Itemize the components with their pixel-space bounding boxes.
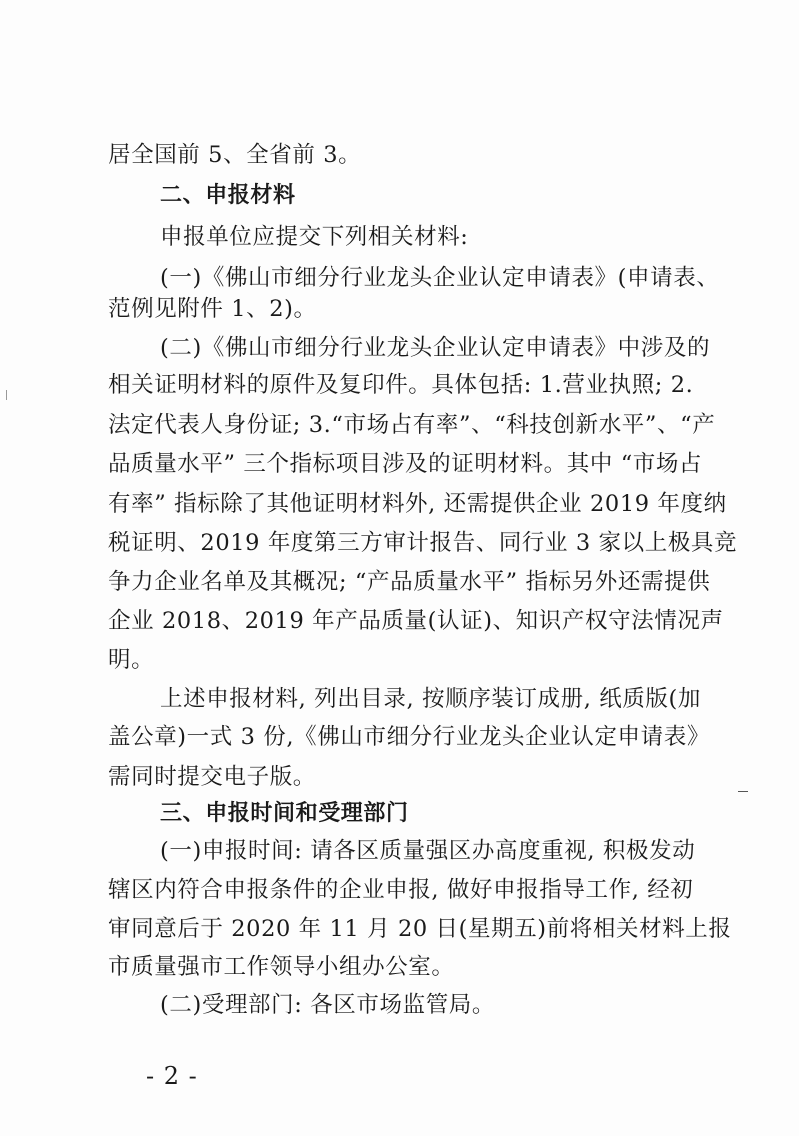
paragraph-line: 企业 2018、2019 年产品质量(认证)、知识产权守法情况声 (108, 608, 724, 634)
paragraph-line: 盖公章)一式 3 份,《佛山市细分行业龙头企业认定申请表》 (108, 724, 710, 750)
paragraph-line: 范例见附件 1、2)。 (108, 296, 317, 322)
paragraph-line: (一)申报时间: 请各区质量强区办高度重视, 积极发动 (160, 838, 696, 864)
paragraph-line: (一)《佛山市细分行业龙头企业认定申请表》(申请表、 (160, 265, 720, 291)
scan-artifact (6, 390, 7, 400)
section-heading: 二、申报材料 (160, 183, 296, 208)
paragraph-line: (二)受理部门: 各区市场监管局。 (160, 992, 495, 1018)
paragraph-line: (二)《佛山市细分行业龙头企业认定申请表》中涉及的 (160, 335, 711, 361)
paragraph-line: 申报单位应提交下列相关材料: (160, 224, 469, 250)
paragraph-line: 市质量强市工作领导小组办公室。 (108, 954, 455, 980)
paragraph-line: 需同时提交电子版。 (108, 764, 316, 790)
paragraph-line: 税证明、2019 年度第三方审计报告、同行业 3 家以上极具竞 (108, 530, 738, 556)
paragraph-line: 相关证明材料的原件及复印件。具体包括: 1.营业执照; 2. (108, 372, 694, 398)
paragraph-line: 上述申报材料, 列出目录, 按顺序装订成册, 纸质版(加 (160, 686, 701, 712)
paragraph-line: 居全国前 5、全省前 3。 (108, 142, 362, 168)
page-number: - 2 - (146, 1062, 198, 1090)
paragraph-line: 争力企业名单及其概况; “产品质量水平” 指标另外还需提供 (108, 569, 711, 595)
paragraph-line: 有率” 指标除了其他证明材料外, 还需提供企业 2019 年度纳 (108, 491, 727, 517)
paragraph-line: 法定代表人身份证; 3.“市场占有率”、“科技创新水平”、“产 (108, 412, 716, 438)
paragraph-line: 品质量水平” 三个指标项目涉及的证明材料。其中 “市场占 (108, 451, 703, 477)
scan-artifact (738, 791, 748, 792)
section-heading: 三、申报时间和受理部门 (160, 801, 409, 826)
paragraph-line: 审同意后于 2020 年 11 月 20 日(星期五)前将相关材料上报 (108, 916, 732, 942)
paragraph-line: 明。 (108, 647, 155, 673)
paragraph-line: 辖区内符合申报条件的企业申报, 做好申报指导工作, 经初 (108, 877, 694, 903)
